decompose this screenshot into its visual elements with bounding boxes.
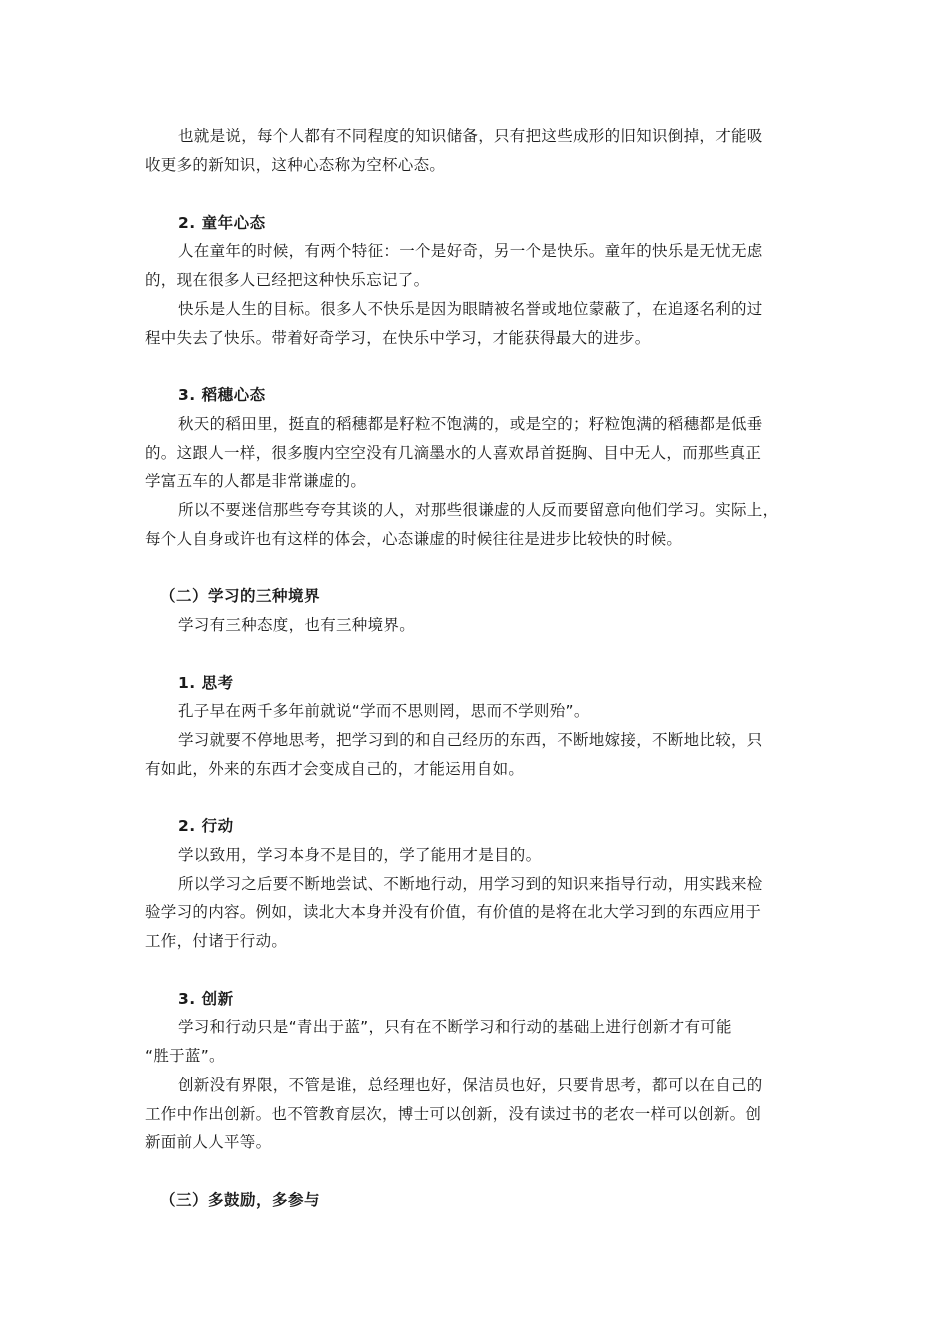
paragraph-line: 学富五车的人都是非常谦虚的。: [145, 472, 367, 490]
paragraph-line: 工作中作出创新。也不管教育层次，博士可以创新，没有读过书的老农一样可以创新。创: [145, 1105, 762, 1123]
paragraph-line: 人在童年的时候，有两个特征：一个是好奇，另一个是快乐。童年的快乐是无忧无虑: [178, 242, 763, 260]
section-heading-2: （二）学习的三种境界: [160, 587, 321, 605]
section-heading-3: （三）多鼓励，多参与: [160, 1191, 321, 1209]
paragraph-line: 创新没有界限，不管是谁，总经理也好，保洁员也好，只要肯思考，都可以在自己的: [178, 1076, 763, 1094]
paragraph-line: 学习就要不停地思考，把学习到的和自己经历的东西，不断地嫁接，不断地比较，只: [178, 731, 763, 749]
paragraph-line: 的，现在很多人已经把这种快乐忘记了。: [145, 271, 430, 289]
paragraph-line: 所以学习之后要不断地尝试、不断地行动，用学习到的知识来指导行动，用实践来检: [178, 875, 763, 893]
paragraph-line: 学以致用，学习本身不是目的，学了能用才是目的。: [178, 846, 542, 864]
paragraph-line: 工作，付诸于行动。: [145, 932, 288, 950]
paragraph-line: 新面前人人平等。: [145, 1133, 272, 1151]
paragraph-line: 每个人自身或许也有这样的体会，心态谦虚的时候往往是进步比较快的时候。: [145, 530, 683, 548]
paragraph-line: “胜于蓝”。: [145, 1047, 225, 1065]
paragraph-line: 学习有三种态度，也有三种境界。: [178, 616, 416, 634]
paragraph-line: 程中失去了快乐。带着好奇学习，在快乐中学习，才能获得最大的进步。: [145, 329, 651, 347]
heading-chuangxin: 3. 创新: [178, 990, 234, 1008]
paragraph-line: 的。这跟人一样，很多腹内空空没有几滴墨水的人喜欢昂首挺胸、目中无人，而那些真正: [145, 444, 762, 462]
heading-daosui: 3. 稻穗心态: [178, 386, 266, 404]
paragraph-line: 学习和行动只是“青出于蓝”，只有在不断学习和行动的基础上进行创新才有可能: [178, 1018, 732, 1036]
paragraph-line: 也就是说，每个人都有不同程度的知识储备，只有把这些成形的旧知识倒掉，才能吸: [178, 127, 763, 145]
paragraph-line: 验学习的内容。例如，读北大本身并没有价值，有价值的是将在北大学习到的东西应用于: [145, 903, 762, 921]
heading-sikao: 1. 思考: [178, 674, 234, 692]
paragraph-line: 有如此，外来的东西才会变成自己的，才能运用自如。: [145, 760, 525, 778]
paragraph-line: 快乐是人生的目标。很多人不快乐是因为眼睛被名誉或地位蒙蔽了，在追逐名利的过: [178, 300, 763, 318]
paragraph-line: 秋天的稻田里，挺直的稻穗都是籽粒不饱满的，或是空的；籽粒饱满的稻穗都是低垂: [178, 415, 763, 433]
heading-xingdong: 2. 行动: [178, 817, 234, 835]
paragraph-line: 孔子早在两千多年前就说“学而不思则罔，思而不学则殆”。: [178, 702, 590, 720]
paragraph-line: 收更多的新知识，这种心态称为空杯心态。: [145, 156, 446, 174]
heading-tongnian: 2. 童年心态: [178, 214, 266, 232]
paragraph-line: 所以不要迷信那些夸夸其谈的人，对那些很谦虚的人反而要留意向他们学习。实际上，: [178, 501, 779, 519]
